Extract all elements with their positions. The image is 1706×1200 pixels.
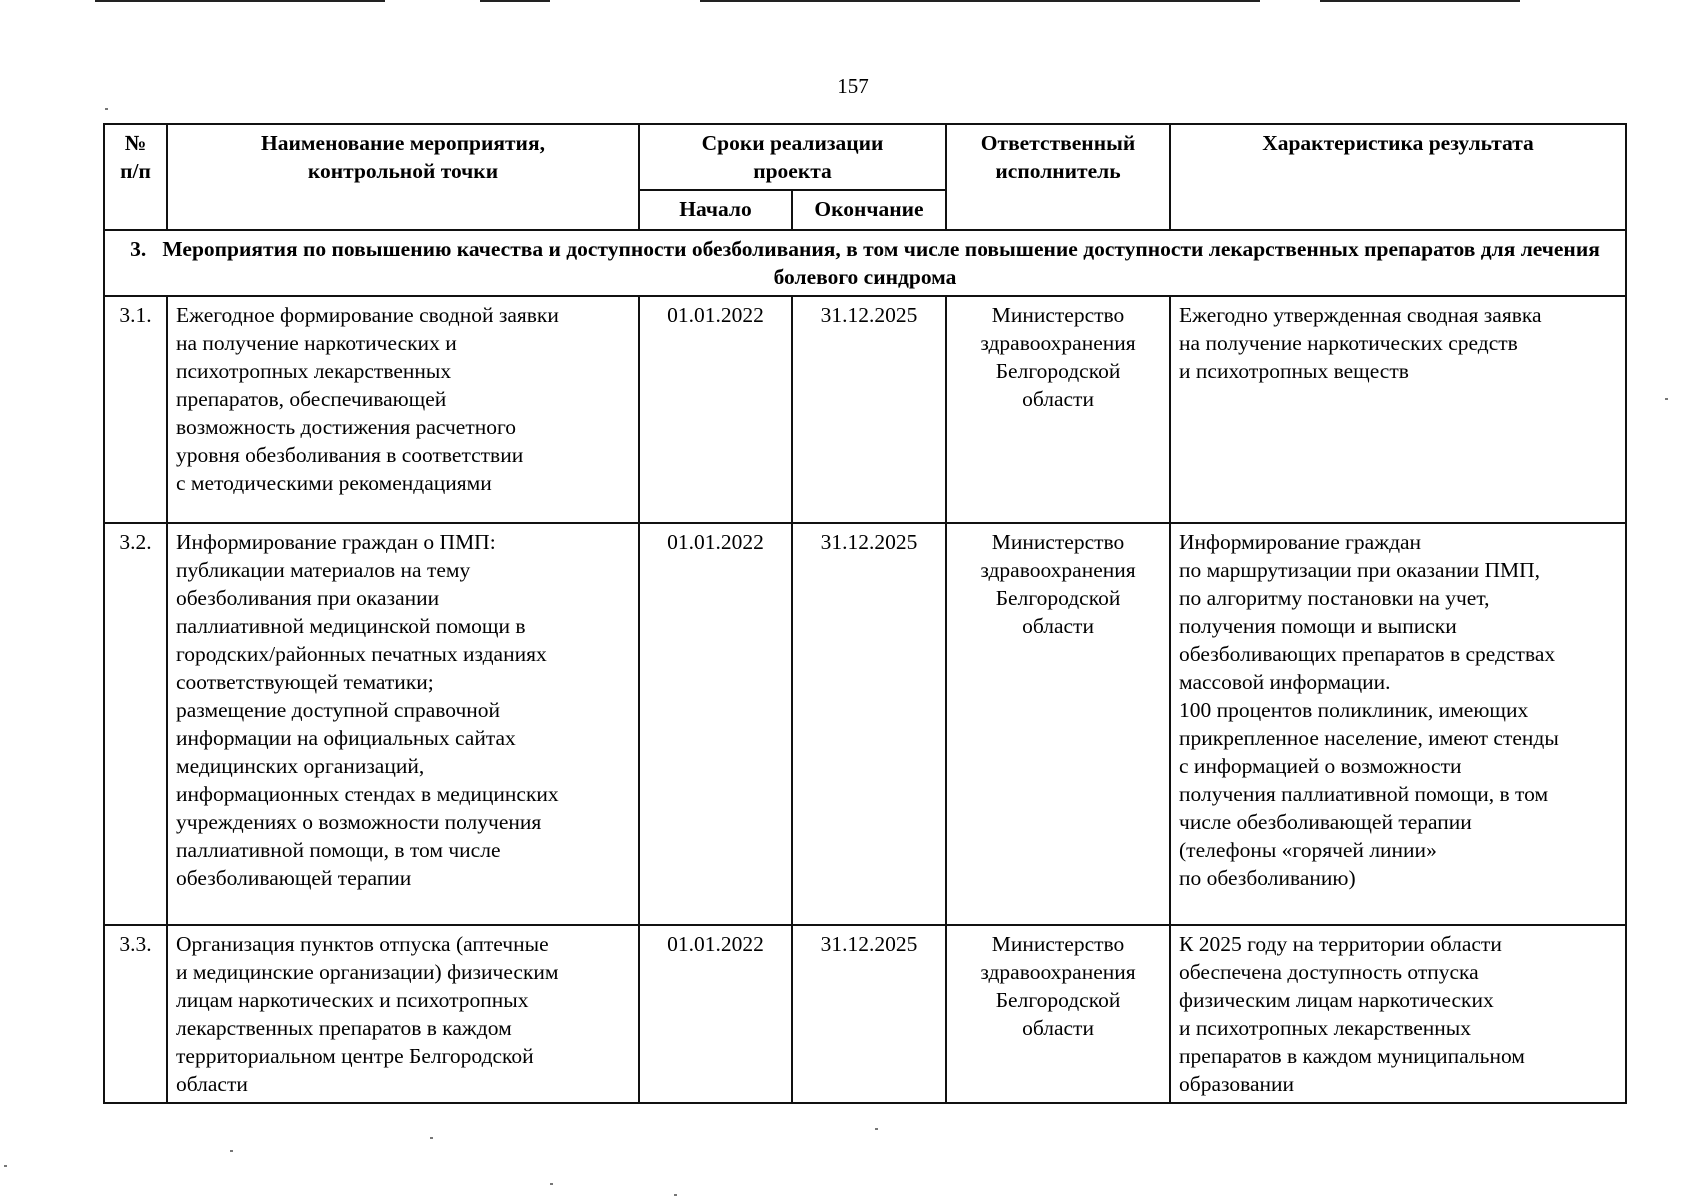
section-title: Мероприятия по повышению качества и доступности обезболивания, в том числе повышение доступности лекарственных препаратов для лечения болевого синдрома [162, 237, 1600, 289]
table-row [104, 296, 1626, 523]
table-header-row [104, 124, 1626, 190]
section-row [104, 230, 1626, 296]
row-name: Информирование граждан о ПМП: публикации материалов на тему обезболивания при оказании паллиативной медицинской помощи в городских/районных печатных изданиях соответствующей тематики; размещение доступной справочной информации на официальных сайтах медицинских организаций, информационных стендах в медицинских учреждениях о возможности получения паллиативной помощи, в том числе обезболивающей терапии [167, 523, 639, 925]
table-row [104, 523, 1626, 925]
section-title-cell [104, 230, 1626, 296]
row-end: 31.12.2025 [792, 925, 946, 1103]
scan-rule-mid [480, 0, 550, 2]
row-start: 01.01.2022 [639, 296, 792, 523]
header-name: Наименование мероприятия, контрольной точки [167, 124, 639, 230]
scan-rule-center [700, 0, 1260, 2]
scan-speck [430, 1137, 433, 1139]
scan-speck [550, 1183, 553, 1185]
scan-speck [875, 1128, 878, 1130]
header-terms: Сроки реализации проекта [639, 124, 946, 190]
row-num: 3.2. [104, 523, 167, 925]
row-name: Ежегодное формирование сводной заявки на получение наркотических и психотропных лекарственных препаратов, обеспечивающей возможность достижения расчетного уровня обезболивания в соответствии с методическими рекомендациями [167, 296, 639, 523]
scan-rule-right [1320, 0, 1520, 2]
activities-table [103, 123, 1627, 1104]
row-start: 01.01.2022 [639, 925, 792, 1103]
row-end: 31.12.2025 [792, 296, 946, 523]
scan-speck [4, 1165, 7, 1167]
header-responsible: Ответственный исполнитель [946, 124, 1170, 230]
row-name: Организация пунктов отпуска (аптечные и медицинские организации) физическим лицам наркотических и психотропных лекарственных препаратов в каждом территориальном центре Белгородской области [167, 925, 639, 1103]
row-result: Информирование граждан по маршрутизации при оказании ПМП, по алгоритму постановки на учет, получения помощи и выписки обезболивающих препаратов в средствах массовой информации. 100 процентов поликлиник, имеющих прикрепленное население, имеют стенды с информацией о возможности получения паллиативной помощи, в том числе обезболивающей терапии (телефоны «горячей линии» по обезболиванию) [1170, 523, 1626, 925]
section-number: 3. [130, 237, 147, 261]
row-responsible: Министерство здравоохранения Белгородской области [946, 296, 1170, 523]
scan-speck [105, 108, 108, 110]
row-end: 31.12.2025 [792, 523, 946, 925]
header-start: Начало [639, 190, 792, 230]
scan-speck [674, 1194, 677, 1196]
row-responsible: Министерство здравоохранения Белгородской области [946, 925, 1170, 1103]
row-num: 3.3. [104, 925, 167, 1103]
scan-speck [1665, 398, 1668, 400]
table-row [104, 925, 1626, 1103]
row-start: 01.01.2022 [639, 523, 792, 925]
header-result: Характеристика результата [1170, 124, 1626, 230]
row-responsible: Министерство здравоохранения Белгородской области [946, 523, 1170, 925]
page-number: 157 [837, 74, 869, 98]
row-result: Ежегодно утвержденная сводная заявка на получение наркотических средств и психотропных веществ [1170, 296, 1626, 523]
header-num: № п/п [104, 124, 167, 230]
header-end: Окончание [792, 190, 946, 230]
row-num: 3.1. [104, 296, 167, 523]
row-result: К 2025 году на территории области обеспечена доступность отпуска физическим лицам наркотических и психотропных лекарственных препаратов в каждом муниципальном образовании [1170, 925, 1626, 1103]
scan-rule-left [95, 0, 385, 2]
scan-speck [230, 1150, 233, 1152]
